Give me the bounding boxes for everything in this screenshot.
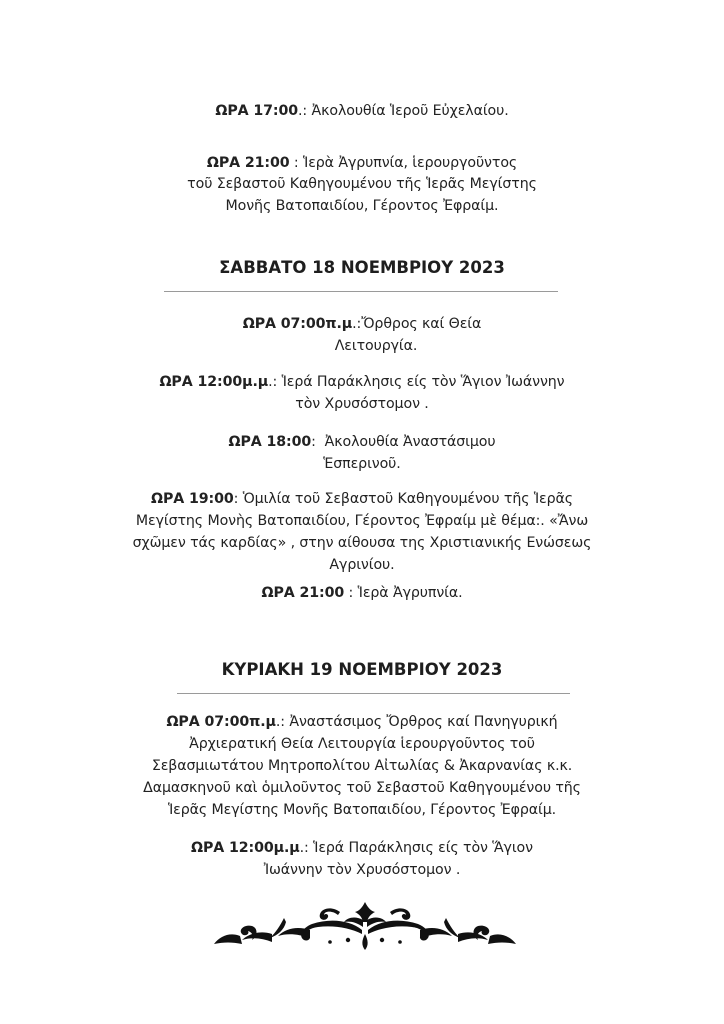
item-time: ΩΡΑ 12:00μ.μ	[159, 374, 269, 390]
item-text-continuation: τὸν Χρυσόστομον .	[295, 396, 429, 412]
item-text: .:Ὄρθρος καί Θεία	[352, 316, 482, 332]
item-text-continuation: Ἱερᾶς Μεγίστης Μονῆς Βατοπαιδίου, Γέροντος Ἐφραίμ.	[167, 802, 557, 818]
item-text: : Ὁμιλία τοῦ Σεβαστοῦ Καθηγουμένου τῆς Ἱερᾶς	[233, 491, 574, 507]
section-divider	[164, 291, 558, 292]
item-time: ΩΡΑ 18:00	[228, 434, 312, 450]
schedule-item-0700	[0, 314, 724, 334]
item-time: ΩΡΑ 21:00	[206, 155, 290, 171]
item-time: ΩΡΑ 07:00π.μ	[242, 316, 353, 332]
item-text-continuation: Ἑσπερινοῦ.	[323, 456, 401, 472]
item-text-continuation: Αγρινίου.	[329, 557, 395, 573]
item-text: .: Ἱερά Παράκλησις είς τὸν Ἅγιον Ἰωάννην	[268, 374, 565, 390]
ornament-left-leaf	[278, 928, 310, 938]
ornament-left-curl	[320, 908, 340, 919]
item-text-continuation: Δαμασκηνοῦ καὶ ὁμιλοῦντος τοῦ Σεβαστοῦ Καθηγουμένου τῆς	[143, 780, 581, 796]
day-heading-sunday: ΚΥΡΙΑΚΗ 19 ΝΟΕΜΒΡΙΟΥ 2023	[221, 660, 503, 679]
day-heading-saturday: ΣΑΒΒΑΤΟ 18 ΝΟΕΜΒΡΙΟΥ 2023	[219, 258, 505, 277]
schedule-item-1700	[0, 101, 724, 121]
item-text: : Ἀκολουθία Ἀναστάσιμου	[311, 434, 496, 450]
item-text: : Ἱερὰ Ἀγρυπνία, ἱερουργοῦντος	[289, 155, 518, 171]
item-time: ΩΡΑ 17:00	[215, 103, 298, 119]
item-text-continuation: Μονῆς Βατοπαιδίου, Γέροντος Ἐφραίμ.	[225, 198, 499, 214]
schedule-item-1200	[0, 838, 724, 858]
item-text-continuation: Ἰωάννην τὸν Χρυσόστομον .	[263, 862, 461, 878]
ornament-left-scroll	[301, 921, 362, 941]
item-text-continuation: σχῶμεν τάς καρδίας» , στην αίθουσα της Χριστιανικής Ενώσεως	[132, 535, 592, 551]
item-time: ΩΡΑ 07:00π.μ	[166, 714, 276, 730]
item-text-continuation: Μεγίστης Μονὴς Βατοπαιδίου, Γέροντος Ἐφραίμ μὲ θέμα:. «Ἄνω	[135, 513, 589, 529]
item-text-continuation: τοῦ Σεβαστοῦ Καθηγουμένου τῆς Ἱερᾶς Μεγίστης	[187, 176, 537, 192]
ornament-flourish-icon	[212, 900, 518, 954]
ornament-left-tip	[214, 934, 242, 944]
section-divider	[177, 693, 570, 694]
item-text: .: Ἱερά Παράκλησις είς τὸν Ἅγιον	[299, 840, 533, 856]
item-text-continuation: Ἀρχιερατική Θεία Λειτουργία ἱερουργοῦντος τοῦ	[189, 736, 535, 752]
item-text: : Ἱερὰ Ἀγρυπνία.	[344, 585, 463, 601]
item-time: ΩΡΑ 21:00	[261, 585, 345, 601]
schedule-item-2100	[0, 153, 724, 173]
ornament-center-drop	[362, 934, 367, 950]
item-text: .: Ἀκολουθία Ἱεροῦ Εὐχελαίου.	[298, 103, 509, 119]
schedule-item-0700	[0, 712, 724, 732]
item-time: ΩΡΑ 12:00μ.μ	[191, 840, 300, 856]
schedule-item-1800	[0, 432, 724, 452]
schedule-item-1200	[0, 372, 724, 392]
item-text: .: Ἀναστάσιμος Ὄρθρος καί Πανηγυρική	[275, 714, 558, 730]
schedule-item-1900	[0, 489, 724, 509]
item-text-continuation: Σεβασμιωτάτου Μητροπολίτου Αἰτωλίας & Ἀκαρνανίας κ.κ.	[151, 758, 573, 774]
ornament-left-spike	[270, 918, 286, 938]
item-text-continuation: Λειτουργία.	[334, 338, 418, 354]
schedule-item-2100	[0, 583, 724, 603]
item-time: ΩΡΑ 19:00	[150, 491, 234, 507]
